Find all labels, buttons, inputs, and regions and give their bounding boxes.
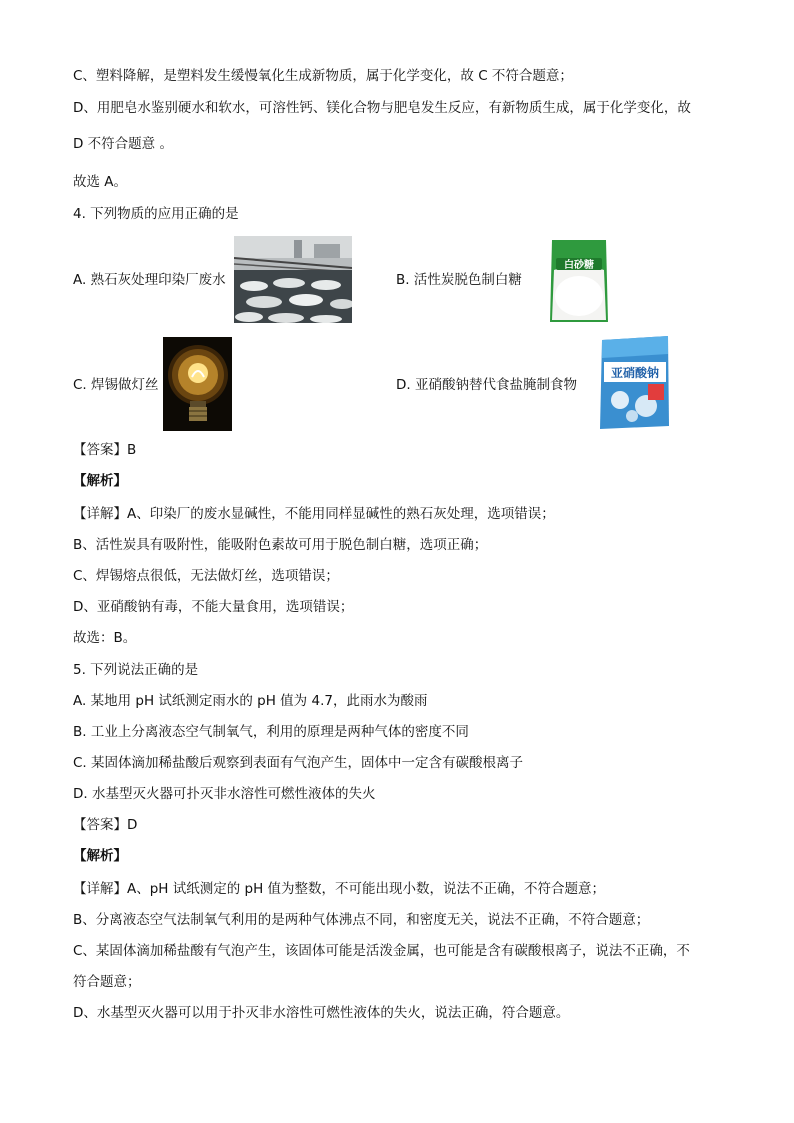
detail-line: B、活性炭具有吸附性，能吸附色素故可用于脱色制白糖，选项正确； [73,537,488,553]
detail-line: C、某固体滴加稀盐酸有气泡产生，该固体可能是活泼金属，也可能是含有碳酸根离子，说法不正确，不 [73,943,690,959]
text-line: D 不符合题意 。 [73,136,173,152]
text-line: C、塑料降解，是塑料发生缓慢氧化生成新物质，属于化学变化，故 C 不符合题意； [73,68,573,84]
light-bulb-photo [163,337,232,431]
option-b: B. 工业上分离液态空气制氧气，利用的原理是两种气体的密度不同 [73,724,469,740]
answer-label: 【答案】B [73,442,137,458]
option-d: D. 亚硝酸钠替代食盐腌制食物 [396,377,577,393]
text-line: D、用肥皂水鉴别硬水和软水，可溶性钙、镁化合物与肥皂发生反应，有新物质生成，属于化学变化，故 [73,100,691,116]
detail-line: 【详解】A、pH 试纸测定的 pH 值为整数，不可能出现小数，说法不正确，不符合题意； [73,881,606,897]
analysis-label: 【解析】 [73,848,127,864]
detail-line: B、分离液态空气法制氧气利用的是两种气体沸点不同，和密度无关，说法不正确，不符合题意； [73,912,650,928]
detail-line: 【详解】A、印染厂的废水显碱性，不能用同样显碱性的熟石灰处理，选项错误； [73,506,555,522]
option-a: A. 熟石灰处理印染厂废水 [73,272,226,288]
option-b: B. 活性炭脱色制白糖 [396,272,522,288]
detail-line: D、亚硝酸钠有毒，不能大量食用，选项错误； [73,599,354,615]
option-c: C. 焊锡做灯丝 [73,377,159,393]
detail-line: 符合题意； [73,974,141,990]
sugar-bag-photo [548,236,610,326]
bag-label: 白砂糖 [564,260,594,271]
sodium-nitrite-bag-photo [598,334,671,431]
detail-line: D、水基型灭火器可以用于扑灭非水溶性可燃性液体的失火，说法正确，符合题意。 [73,1005,570,1021]
option-c: C. 某固体滴加稀盐酸后观察到表面有气泡产生，固体中一定含有碳酸根离子 [73,755,524,771]
detail-line: 故选：B。 [73,630,137,646]
option-a: A. 某地用 pH 试纸测定雨水的 pH 值为 4.7，此雨水为酸雨 [73,693,428,709]
answer-label: 【答案】D [73,817,138,833]
option-d: D. 水基型灭火器可扑灭非水溶性可燃性液体的失火 [73,786,376,802]
detail-line: C、焊锡熔点很低，无法做灯丝，选项错误； [73,568,339,584]
wastewater-treatment-photo [234,236,352,323]
question-4-stem: 4. 下列物质的应用正确的是 [73,206,239,222]
question-5-stem: 5. 下列说法正确的是 [73,662,199,678]
bag-label: 亚硝酸钠 [610,366,660,380]
analysis-label: 【解析】 [73,473,127,489]
text-line: 故选 A。 [73,174,128,190]
